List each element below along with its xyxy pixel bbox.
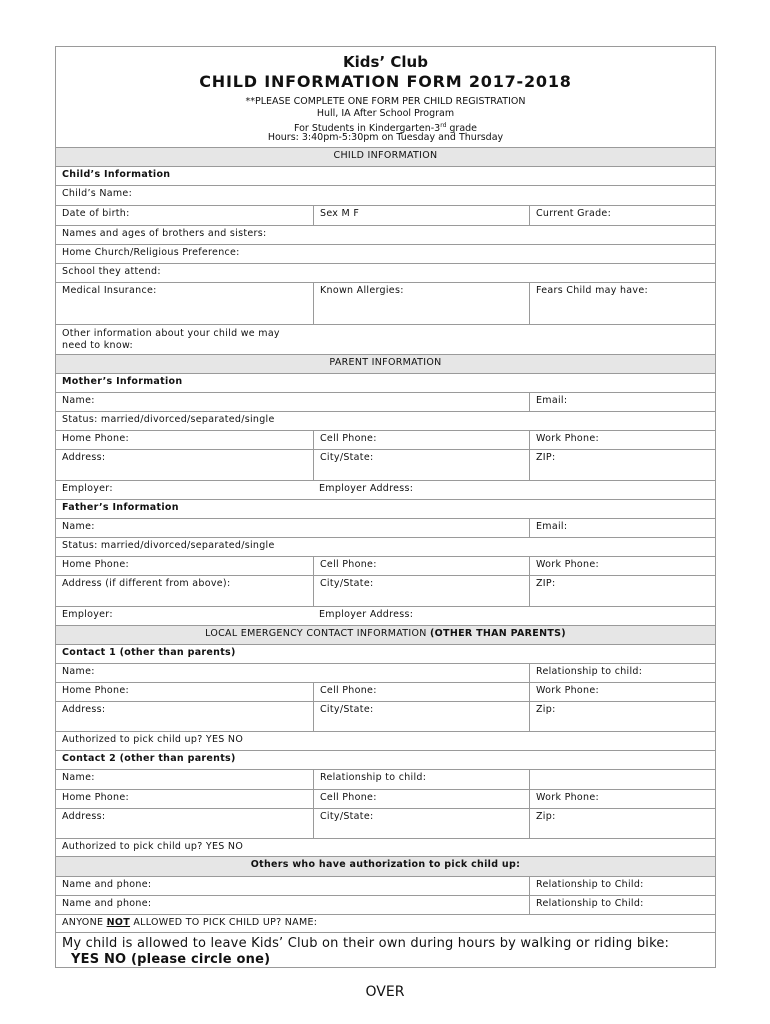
contact1-address-field[interactable]: Address:: [62, 704, 106, 715]
contact2-authorized-field[interactable]: Authorized to pick child up? YES NO: [62, 841, 244, 852]
others-row-2: [56, 895, 715, 914]
father-address-row: [56, 575, 715, 606]
known-allergies-field[interactable]: Known Allergies:: [313, 283, 529, 324]
father-employer-address-field[interactable]: Employer Address:: [319, 609, 414, 620]
form-header: [56, 47, 715, 147]
contact1-phone-row: [56, 682, 715, 701]
not-allowed-bold: NOT: [106, 917, 131, 928]
father-heading-row: [56, 499, 715, 518]
father-heading: Father’s Information: [62, 502, 179, 513]
contact2-zip-field[interactable]: Zip:: [529, 809, 715, 838]
contact2-phone-row: [56, 789, 715, 808]
father-zip-field[interactable]: ZIP:: [529, 576, 715, 606]
siblings-field[interactable]: Names and ages of brothers and sisters:: [62, 228, 267, 239]
mother-employer-address-field[interactable]: Employer Address:: [319, 483, 414, 494]
mother-phone-row: [56, 430, 715, 449]
sex-field[interactable]: Sex M F: [313, 206, 529, 225]
contact2-heading-row: [56, 750, 715, 769]
father-email-field[interactable]: Email:: [529, 519, 715, 537]
child-heading-row: [56, 166, 715, 185]
contact1-authorized-field[interactable]: Authorized to pick child up? YES NO: [62, 734, 244, 745]
mother-email-field[interactable]: Email:: [529, 393, 715, 411]
other-info-row: [56, 324, 715, 354]
mother-home-phone-field[interactable]: Home Phone:: [62, 433, 130, 444]
school-field[interactable]: School they attend:: [62, 266, 161, 277]
father-address-field[interactable]: Address (if different from above):: [62, 578, 231, 589]
school-row: [56, 263, 715, 282]
club-title: Kids’ Club: [343, 53, 428, 71]
emergency-band-text: LOCAL EMERGENCY CONTACT INFORMATION: [205, 628, 431, 639]
emergency-band-label: [56, 626, 715, 644]
others-band-label: Others who have authorization to pick child up:: [250, 859, 521, 870]
contact2-blank-cell[interactable]: [529, 770, 715, 789]
contact1-relationship-field[interactable]: Relationship to child:: [529, 664, 715, 682]
child-info-band-label: CHILD INFORMATION: [333, 150, 438, 161]
fears-field[interactable]: Fears Child may have:: [529, 283, 715, 324]
contact1-zip-field[interactable]: Zip:: [529, 702, 715, 731]
grade-range-suffix: grade: [446, 123, 478, 135]
leave-yes-no[interactable]: YES NO (please circle one): [71, 952, 271, 967]
emergency-band: [56, 625, 715, 644]
mother-status-field[interactable]: Status: married/divorced/separated/single: [62, 414, 275, 425]
others-row-1: [56, 876, 715, 895]
registration-note: **PLEASE COMPLETE ONE FORM PER CHILD REGISTRATION: [245, 96, 526, 107]
contact2-relationship-field[interactable]: Relationship to child:: [313, 770, 529, 789]
mother-work-phone-field[interactable]: Work Phone:: [529, 431, 715, 449]
contact2-authorized-row: [56, 838, 715, 856]
child-info-band: [56, 147, 715, 166]
father-home-phone-field[interactable]: Home Phone:: [62, 559, 130, 570]
contact2-address-field[interactable]: Address:: [62, 811, 106, 822]
siblings-row: [56, 225, 715, 244]
not-allowed-prefix: ANYONE: [62, 917, 107, 928]
leave-permission-row: [56, 932, 715, 967]
father-phone-row: [56, 556, 715, 575]
contact2-cell-phone-field[interactable]: Cell Phone:: [313, 790, 529, 808]
father-status-row: [56, 537, 715, 556]
church-row: [56, 244, 715, 263]
mother-heading-row: [56, 373, 715, 392]
father-city-state-field[interactable]: City/State:: [313, 576, 529, 606]
current-grade-field[interactable]: Current Grade:: [529, 206, 715, 225]
form-title: CHILD INFORMATION FORM 2017-2018: [199, 72, 572, 91]
contact1-name-field[interactable]: Name:: [62, 666, 95, 677]
contact1-heading: Contact 1 (other than parents): [62, 647, 236, 658]
other-info-field[interactable]: Other information about your child we may need to know:: [62, 328, 280, 351]
contact1-name-row: [56, 663, 715, 682]
father-employer-row: [56, 606, 715, 625]
father-status-field[interactable]: Status: married/divorced/separated/single: [62, 540, 275, 551]
mother-zip-field[interactable]: ZIP:: [529, 450, 715, 480]
not-allowed-field[interactable]: [56, 915, 715, 932]
contact1-city-state-field[interactable]: City/State:: [313, 702, 529, 731]
others-name-phone-1[interactable]: Name and phone:: [62, 879, 152, 890]
church-field[interactable]: Home Church/Religious Preference:: [62, 247, 240, 258]
contact2-work-phone-field[interactable]: Work Phone:: [529, 790, 715, 808]
others-band: [56, 856, 715, 876]
contact1-home-phone-field[interactable]: Home Phone:: [62, 685, 130, 696]
not-allowed-row: [56, 914, 715, 932]
child-dob-row: [56, 205, 715, 225]
mother-employer-row: [56, 480, 715, 499]
over-label: OVER: [365, 984, 405, 1000]
program-hours: Hours: 3:40pm-5:30pm on Tuesday and Thursday: [267, 132, 504, 143]
father-work-phone-field[interactable]: Work Phone:: [529, 557, 715, 575]
not-allowed-suffix: ALLOWED TO PICK CHILD UP? NAME:: [130, 917, 318, 928]
mother-heading: Mother’s Information: [62, 376, 183, 387]
mother-cell-phone-field[interactable]: Cell Phone:: [313, 431, 529, 449]
medical-insurance-field[interactable]: Medical Insurance:: [62, 285, 157, 296]
parent-info-band: [56, 354, 715, 373]
parent-info-band-label: PARENT INFORMATION: [329, 357, 442, 368]
contact1-heading-row: [56, 644, 715, 663]
contact1-authorized-row: [56, 731, 715, 750]
leave-permission-text: My child is allowed to leave Kids’ Club on their own during hours by walking or riding bike:: [62, 936, 670, 951]
father-name-field[interactable]: Name:: [62, 521, 95, 532]
contact2-name-row: [56, 769, 715, 789]
others-relationship-2[interactable]: Relationship to Child:: [529, 896, 715, 914]
mother-address-row: [56, 449, 715, 480]
others-name-phone-2[interactable]: Name and phone:: [62, 898, 152, 909]
date-of-birth-field[interactable]: Date of birth:: [62, 208, 130, 219]
contact2-name-field[interactable]: Name:: [62, 772, 95, 783]
child-heading: Child’s Information: [62, 169, 171, 180]
mother-status-row: [56, 411, 715, 430]
mother-name-field[interactable]: Name:: [62, 395, 95, 406]
father-name-row: [56, 518, 715, 537]
contact1-work-phone-field[interactable]: Work Phone:: [529, 683, 715, 701]
contact1-cell-phone-field[interactable]: Cell Phone:: [313, 683, 529, 701]
contact2-home-phone-field[interactable]: Home Phone:: [62, 792, 130, 803]
mother-employer-field[interactable]: Employer:: [62, 483, 113, 494]
grade-range-sup: rd: [440, 122, 447, 129]
program-location: Hull, IA After School Program: [316, 108, 455, 119]
grade-range-text: For Students in Kindergarten-3: [293, 123, 441, 135]
child-name-row: [56, 185, 715, 205]
child-information-form: [55, 46, 716, 968]
mother-name-row: [56, 392, 715, 411]
mother-address-field[interactable]: Address:: [62, 452, 106, 463]
emergency-band-bold: (OTHER THAN PARENTS): [430, 628, 566, 639]
father-cell-phone-field[interactable]: Cell Phone:: [313, 557, 529, 575]
mother-city-state-field[interactable]: City/State:: [313, 450, 529, 480]
contact1-address-row: [56, 701, 715, 731]
others-relationship-1[interactable]: Relationship to Child:: [529, 877, 715, 895]
contact2-heading: Contact 2 (other than parents): [62, 753, 236, 764]
child-name-field[interactable]: Child’s Name:: [62, 188, 133, 199]
contact2-city-state-field[interactable]: City/State:: [313, 809, 529, 838]
contact2-address-row: [56, 808, 715, 838]
father-employer-field[interactable]: Employer:: [62, 609, 113, 620]
medical-row: [56, 282, 715, 324]
